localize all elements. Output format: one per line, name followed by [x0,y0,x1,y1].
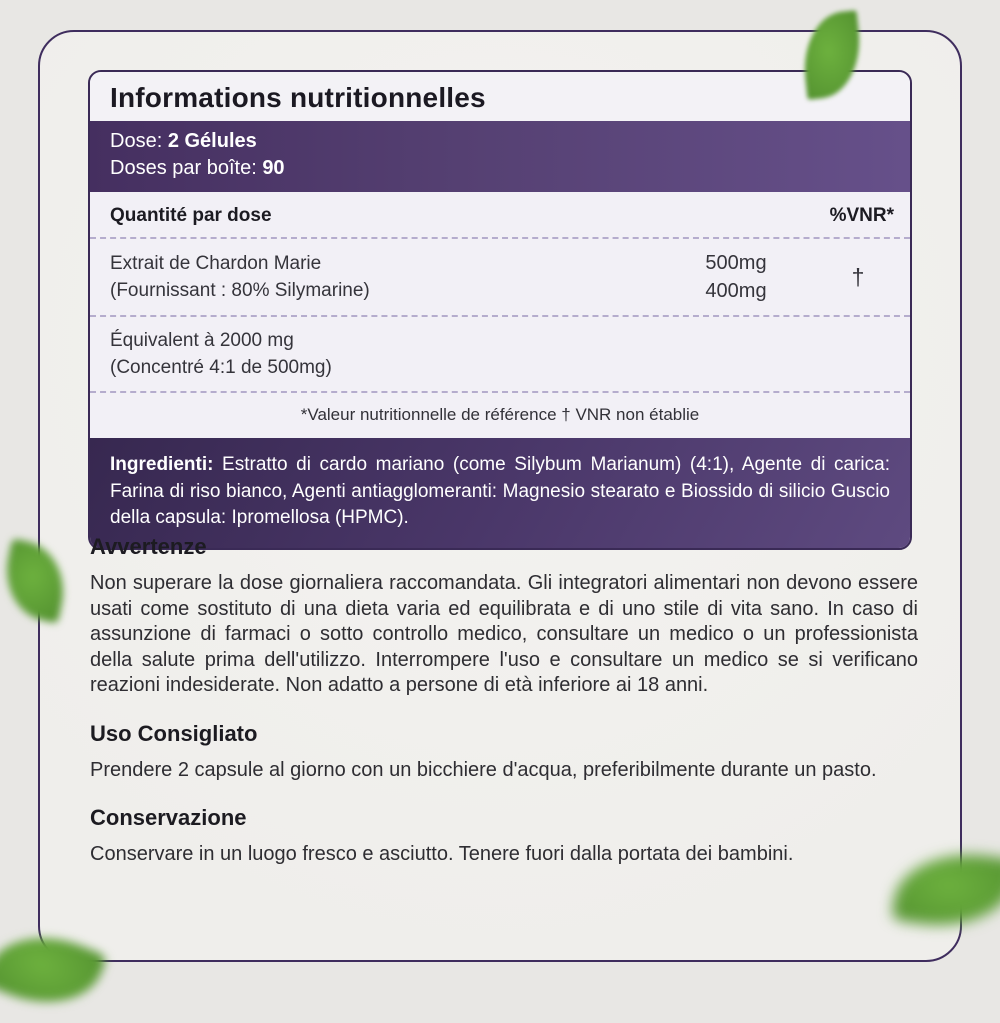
table-header-row [90,192,910,237]
section-body-uso-consigliato: Prendere 2 capsule al giorno con un bicchiere d'acqua, preferibilmente durante un pasto. [90,758,877,781]
vnr-header: %VNR* [829,205,894,226]
ingredients-label: Ingredienti: [110,454,214,475]
label-header [90,72,910,121]
label-title: Informations nutritionnelles [110,82,486,113]
dose-bar [90,121,910,192]
table-row [90,317,910,391]
servings-per-box-line: Doses par boîte: 90 [110,157,285,179]
amount-per-dose-header: Quantité par dose [110,205,272,226]
nutrient-name: Équivalent à 2000 mg (Concentré 4:1 de 500mg) [110,330,332,378]
info-sections [90,534,918,890]
serving-size-line: Dose: 2 Gélules [110,130,257,152]
nutrition-label [88,70,912,550]
section-heading-conservazione: Conservazione [90,805,247,830]
section-heading-avvertenze: Avvertenze [90,534,207,559]
reference-footnote: *Valeur nutritionnelle de référence † VNR non établie [300,405,700,424]
section-body-avvertenze: Non superare la dose giornaliera raccomandata. Gli integratori alimentari non devono essere usati come sostituto di una dieta varia ed equilibrata e di uno stile di vita sano. In caso di assunzione di farmaci o sotto controllo medico, consultare un medico o un professionista della salute prima dell'utilizzo. Interrompere l'uso e consultare un medico se si verificano reazioni indesiderate. Non adatto a persone di età inferiore ai 18 anni. [90,572,918,696]
vnr-mark: † [851,263,865,290]
nutrient-name: Extrait de Chardon Marie (Fournissant : 80% Silymarine) [110,253,370,301]
section-heading-uso-consigliato: Uso Consigliato [90,720,258,746]
section-body-conservazione: Conservare in un luogo fresco e asciutto. Tenere fuori dalla portata dei bambini. [90,843,794,865]
nutrient-amount: 500mg 400mg [705,252,767,302]
table-row [90,239,910,315]
ingredients-box [90,438,910,548]
ingredients-text: Estratto di cardo mariano (come Silybum Marianum) (4:1), Agente di carica: Farina di riso bianco, Agenti antiagglomeranti: Magnesio stearato e Biossido di silicio Guscio della capsula: Ipromellosa (HPMC). [110,454,890,528]
